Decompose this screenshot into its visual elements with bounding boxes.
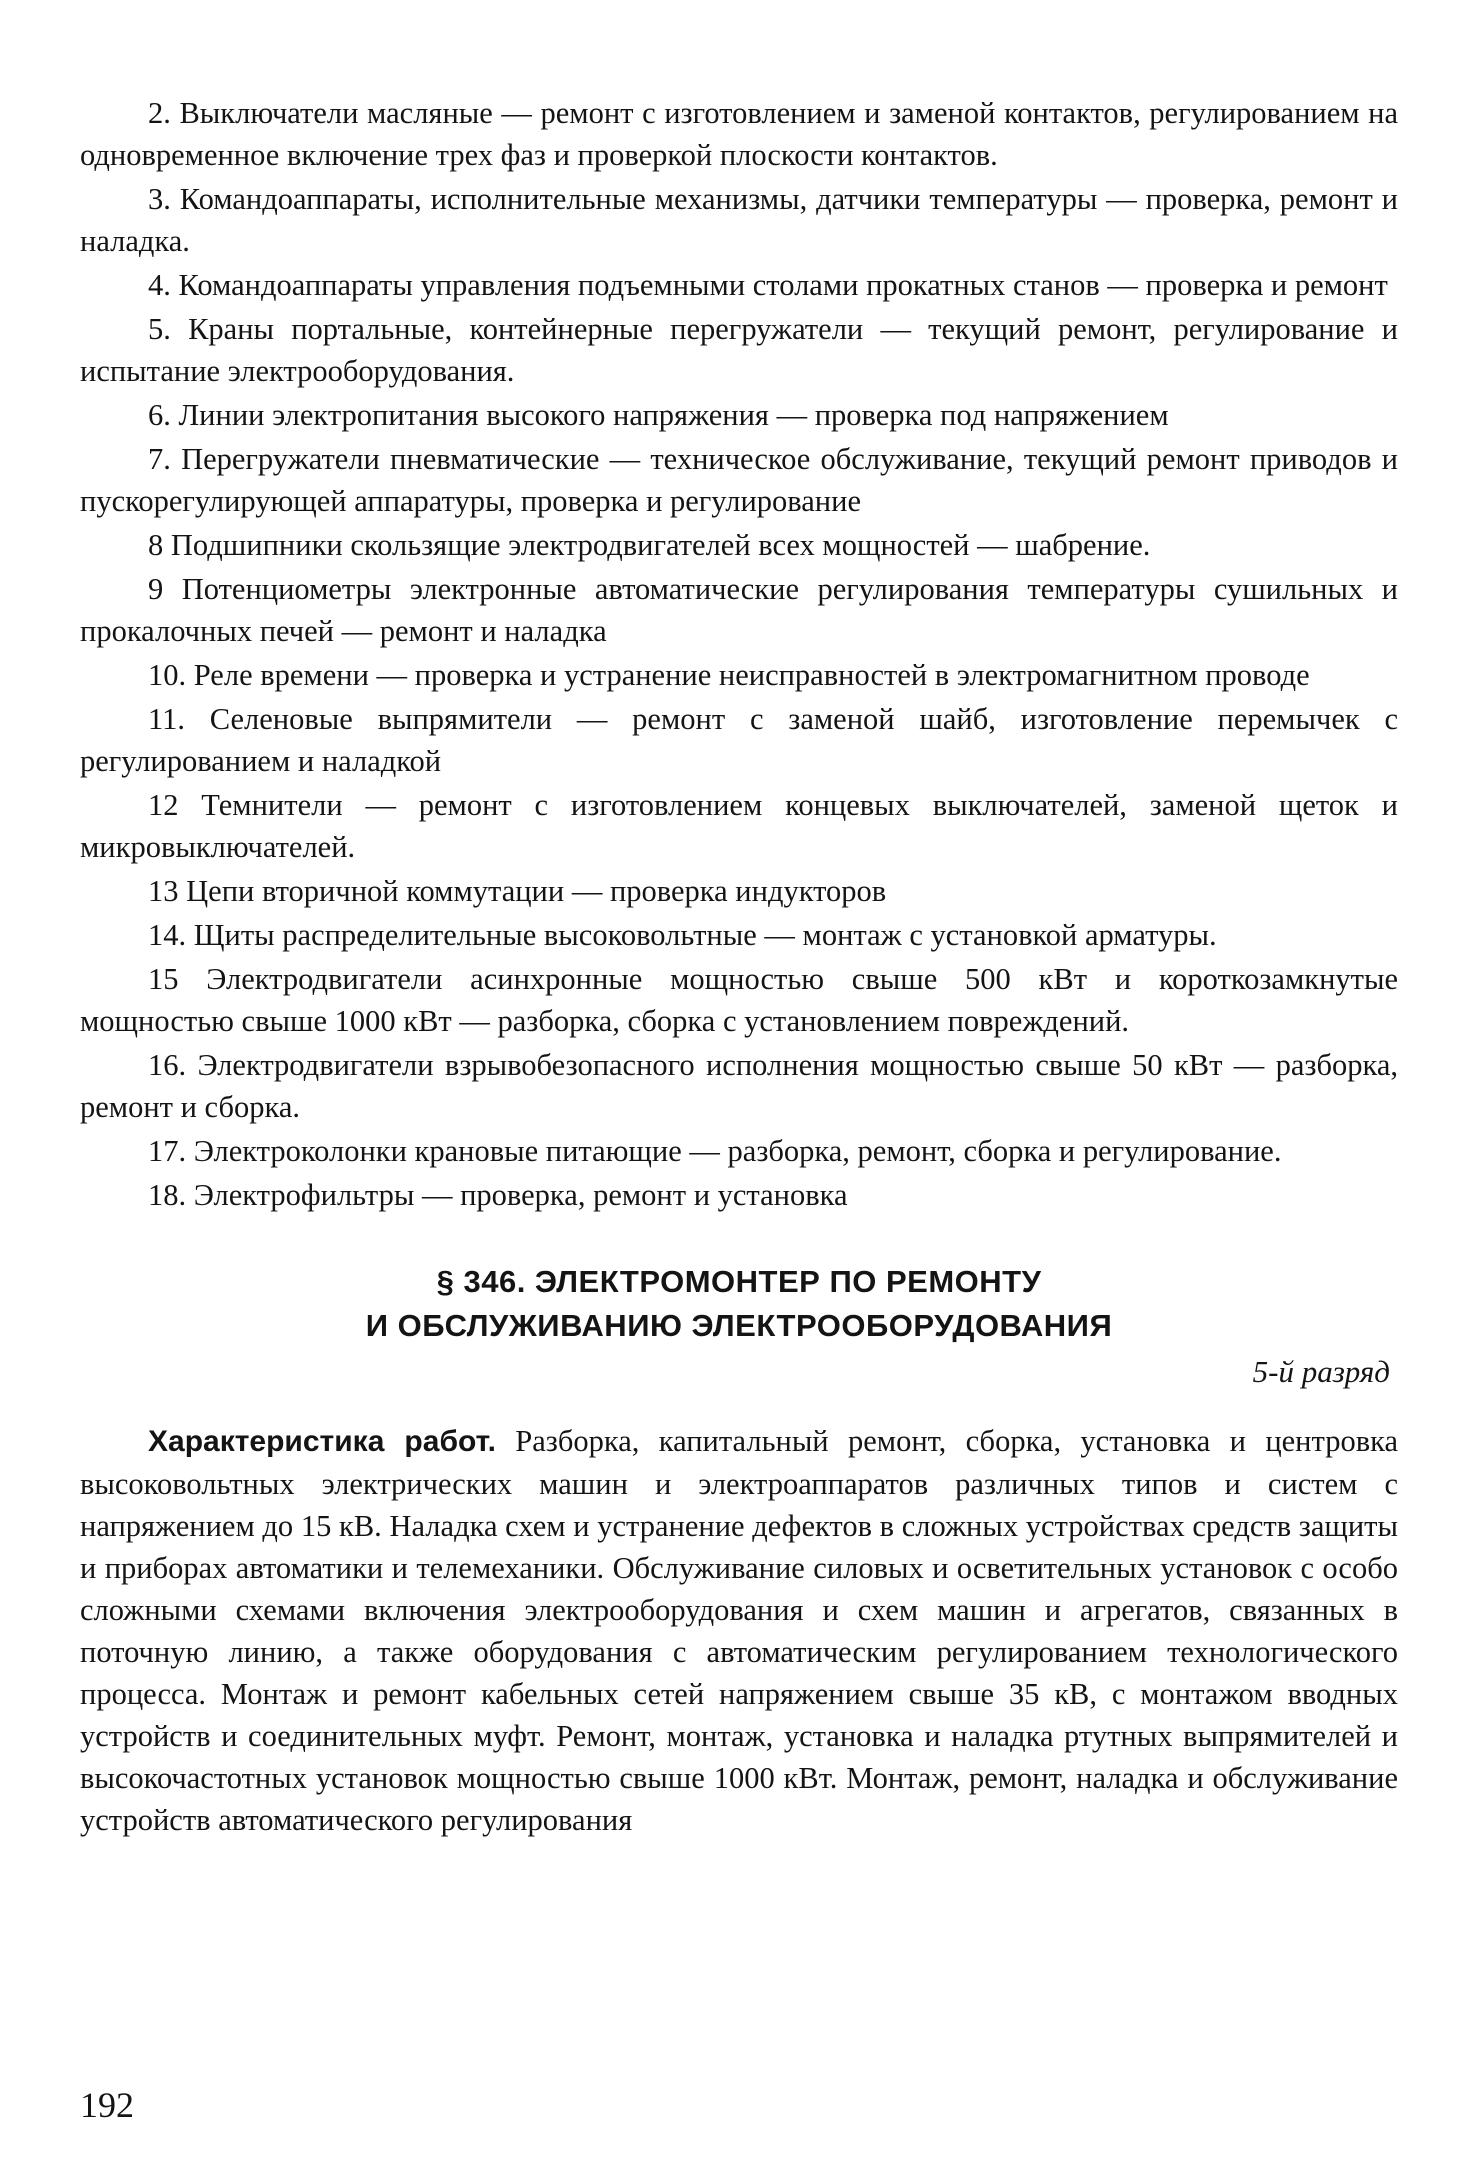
list-item: 5. Краны портальные, контейнерные перегружатели — текущий ремонт, регулирование и испытание электрооборудования.	[80, 312, 1398, 388]
section-heading	[80, 1260, 1398, 1348]
list-item: 12 Темнители — ремонт с изготовлением концевых выключателей, заменой щеток и микровыключателей.	[80, 788, 1398, 864]
section-heading-line-2: И ОБСЛУЖИВАНИЮ ЭЛЕКТРООБОРУДОВАНИЯ	[365, 1308, 1113, 1343]
list-item: 7. Перегружатели пневматические — техническое обслуживание, текущий ремонт приводов и пускорегулирующей аппаратуры, проверка и регулирование	[80, 442, 1398, 518]
work-characteristics-lead: Характеристика работ.	[148, 1425, 496, 1458]
list-item: 3. Командоаппараты, исполнительные механизмы, датчики температуры — проверка, ремонт и наладка.	[80, 182, 1398, 258]
list-item: 9 Потенциометры электронные автоматические регулирования температуры сушильных и прокалочных печей — ремонт и наладка	[80, 572, 1398, 648]
list-item: 6. Линии электропитания высокого напряжения — проверка под напряжением	[148, 398, 1169, 432]
list-item: 17. Электроколонки крановые питающие — разборка, ремонт, сборка и регулирование.	[148, 1134, 1282, 1168]
list-item: 8 Подшипники скользящие электродвигателей всех мощностей — шабрение.	[148, 528, 1151, 562]
work-characteristics-text: Разборка, капитальный ремонт, сборка, установка и центровка высоковольтных электрических машин и электроаппаратов различных типов и систем с напряжением до 15 кВ. Наладка схем и устранение дефектов в сложных устройствах средств защиты и приборах автоматики и телемеханики. Обслуживание силовых и осветительных установок с особо сложными схемами включения электрооборудования и схем машин и агрегатов, связанных в поточную линию, а также оборудования с автоматическим регулированием технологического процесса. Монтаж и ремонт кабельных сетей напряжением свыше 35 кВ, с монтажом вводных устройств и соединительных муфт. Ремонт, монтаж, установка и наладка ртутных выпрямителей и высокочастотных установок мощностью свыше 1000 кВт. Монтаж, ремонт, наладка и обслуживание устройств автоматического регулирования	[80, 1424, 1399, 1837]
list-item: 10. Реле времени — проверка и устранение неисправностей в электромагнитном проводе	[148, 658, 1310, 692]
list-item: 2. Выключатели масляные — ремонт с изготовлением и заменой контактов, регулированием на одновременное включение трех фаз и проверкой плоскости контактов.	[80, 96, 1398, 172]
work-list	[80, 92, 1398, 1216]
list-item: 15 Электродвигатели асинхронные мощностью свыше 500 кВт и короткозамкнутые мощностью свыше 1000 кВт — разборка, сборка с установлением повреждений.	[80, 962, 1398, 1038]
list-item: 14. Щиты распределительные высоковольтные — монтаж с установкой арматуры.	[148, 918, 1217, 952]
page-number: 192	[80, 2085, 134, 2125]
list-item: 18. Электрофильтры — проверка, ремонт и установка	[148, 1178, 848, 1212]
list-item: 16. Электродвигатели взрывобезопасного исполнения мощностью свыше 50 кВт — разборка, ремонт и сборка.	[80, 1048, 1398, 1124]
work-characteristics-paragraph	[80, 1420, 1398, 1841]
grade-label: 5-й разряд	[1252, 1354, 1390, 1389]
section-heading-line-1: § 346. ЭЛЕКТРОМОНТЕР ПО РЕМОНТУ	[436, 1264, 1042, 1299]
document-page	[80, 92, 1398, 1841]
list-item: 13 Цепи вторичной коммутации — проверка индукторов	[148, 874, 887, 908]
list-item: 11. Селеновые выпрямители — ремонт с заменой шайб, изготовление перемычек с регулированием и наладкой	[80, 702, 1398, 778]
list-item: 4. Командоаппараты управления подъемными столами прокатных станов — проверка и ремонт	[148, 268, 1388, 302]
